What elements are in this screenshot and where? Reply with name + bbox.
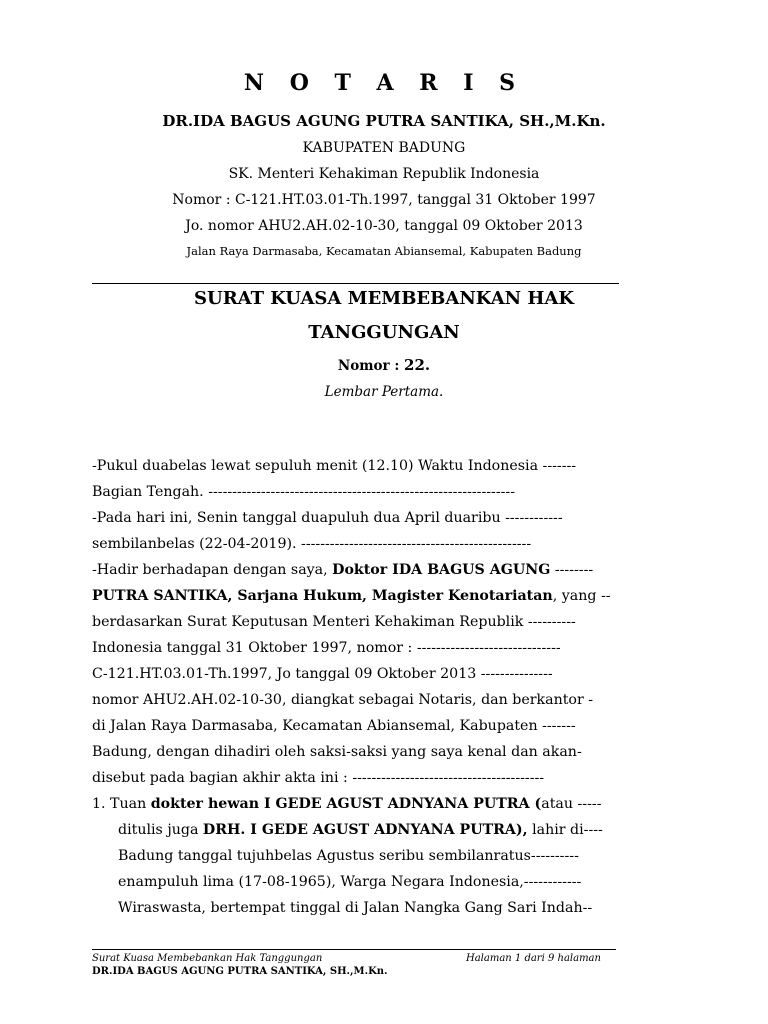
body-line: berdasarkan Surat Keputusan Menteri Kehakiman Republik ---------- bbox=[92, 614, 576, 630]
body-line bbox=[118, 822, 622, 838]
document-title-line1: SURAT KUASA MEMBEBANKAN HAK bbox=[194, 288, 574, 309]
body-text: ditulis juga bbox=[118, 822, 203, 838]
body-line: nomor AHU2.AH.02-10-30, diangkat sebagai Notaris, dan berkantor - bbox=[92, 692, 594, 708]
body-line: Wiraswasta, bertempat tinggal di Jalan Nangka Gang Sari Indah-- bbox=[118, 900, 593, 916]
document-title-line2: TANGGUNGAN bbox=[308, 322, 460, 343]
body-line: enampuluh lima (17-08-1965), Warga Negara Indonesia,------------ bbox=[118, 874, 582, 890]
office-address: Jalan Raya Darmasaba, Kecamatan Abiansemal, Kabupaten Badung bbox=[186, 244, 582, 258]
footer-notary: DR.IDA BAGUS AGUNG PUTRA SANTIKA, SH.,M.Kn. bbox=[92, 966, 388, 977]
body-text: -Hadir berhadapan dengan saya, bbox=[92, 562, 333, 578]
sheet-label: Lembar Pertama. bbox=[324, 384, 444, 400]
document-number-label: Nomor : bbox=[337, 358, 405, 374]
header-title: N O T A R I S bbox=[243, 70, 525, 96]
body-line bbox=[92, 562, 622, 578]
regency: KABUPATEN BADUNG bbox=[302, 140, 466, 156]
body-text: -------- bbox=[550, 562, 594, 578]
footer-page-info: Halaman 1 dari 9 halaman bbox=[466, 953, 601, 964]
document-number-value: 22. bbox=[404, 356, 431, 374]
body-line: -Pada hari ini, Senin tanggal duapuluh dua April duaribu ------------ bbox=[92, 510, 563, 526]
body-line: di Jalan Raya Darmasaba, Kecamatan Abiansemal, Kabupaten ------- bbox=[92, 718, 576, 734]
body-text: , yang -- bbox=[552, 588, 611, 604]
body-line: -Pukul duabelas lewat sepuluh menit (12.10) Waktu Indonesia ------- bbox=[92, 458, 577, 474]
decree-number: Nomor : C-121.HT.03.01-Th.1997, tanggal 31 Oktober 1997 bbox=[172, 192, 596, 208]
body-bold-text: DRH. I GEDE AGUST ADNYANA PUTRA), bbox=[202, 822, 528, 838]
body-line bbox=[92, 796, 622, 812]
body-text: atau ----- bbox=[541, 796, 602, 812]
body-text: 1. Tuan bbox=[92, 796, 151, 812]
body-line bbox=[92, 588, 622, 604]
body-bold-text: dokter hewan I GEDE AGUST ADNYANA PUTRA ( bbox=[150, 796, 542, 812]
body-line: sembilanbelas (22-04-2019). ------------------------------------------------ bbox=[92, 536, 532, 552]
body-line: Bagian Tengah. ---------------------------------------------------------------- bbox=[92, 484, 516, 500]
document-number bbox=[0, 356, 768, 374]
decree: SK. Menteri Kehakiman Republik Indonesia bbox=[228, 166, 540, 182]
body-text: lahir di---- bbox=[527, 822, 603, 838]
body-line: Indonesia tanggal 31 Oktober 1997, nomor : ------------------------------ bbox=[92, 640, 561, 656]
body-bold-text: PUTRA SANTIKA, Sarjana Hukum, Magister Kenotariatan bbox=[92, 588, 553, 604]
decree-number-2: Jo. nomor AHU2.AH.02-10-30, tanggal 09 Oktober 2013 bbox=[185, 218, 583, 234]
body-line: disebut pada bagian akhir akta ini : ---------------------------------------- bbox=[92, 770, 545, 786]
footer-document-name: Surat Kuasa Membebankan Hak Tanggungan bbox=[92, 953, 323, 964]
notary-name: DR.IDA BAGUS AGUNG PUTRA SANTIKA, SH.,M.Kn. bbox=[162, 112, 606, 130]
body-bold-text: Doktor IDA BAGUS AGUNG bbox=[332, 562, 551, 578]
body-line: Badung, dengan dihadiri oleh saksi-saksi yang saya kenal dan akan- bbox=[92, 744, 582, 760]
body-line: Badung tanggal tujuhbelas Agustus seribu sembilanratus---------- bbox=[118, 848, 579, 864]
footer-divider bbox=[92, 949, 616, 950]
body-line: C-121.HT.03.01-Th.1997, Jo tanggal 09 Oktober 2013 --------------- bbox=[92, 666, 553, 682]
header-divider bbox=[92, 283, 619, 284]
